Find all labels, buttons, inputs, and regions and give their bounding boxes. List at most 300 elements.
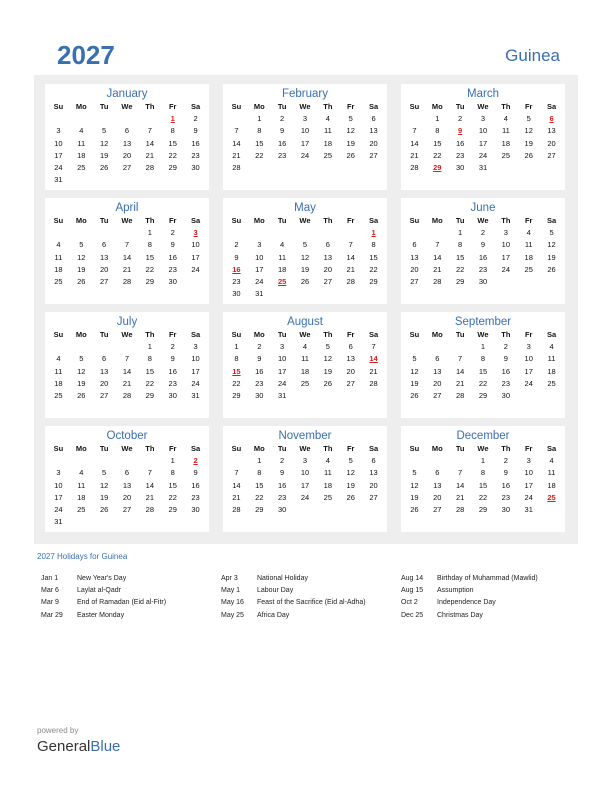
day-cell: 14 [232, 480, 241, 490]
weekday-header [225, 329, 385, 341]
day-cell: 12 [346, 468, 355, 478]
day-cell: 30 [232, 289, 241, 299]
month-grid [45, 84, 557, 540]
day-cell: 21 [232, 492, 241, 502]
day-cell: 4 [79, 468, 84, 478]
weekday-header [225, 443, 385, 455]
day-cell: 29 [145, 391, 155, 401]
day-cell: 4 [549, 342, 554, 351]
day-cell: 13 [346, 354, 355, 364]
weekday-label: We [121, 102, 133, 111]
day-cell: 25 [77, 163, 86, 173]
day-grid [403, 341, 563, 402]
day-cell: 16 [277, 138, 287, 148]
holiday-date: Dec 25 [401, 611, 424, 619]
day-cell: 21 [232, 150, 241, 160]
day-cell: 2 [170, 342, 175, 351]
day-cell: 29 [455, 277, 465, 287]
month-name: November [278, 430, 332, 442]
day-cell: 8 [234, 354, 239, 364]
day-cell: 17 [478, 138, 488, 148]
day-cell: 26 [346, 150, 355, 160]
day-cell: 22 [168, 492, 177, 502]
day-cell: 13 [122, 480, 132, 490]
holiday-day: 1 [170, 114, 175, 123]
day-cell: 29 [168, 163, 177, 173]
day-cell: 22 [145, 264, 155, 274]
day-cell: 19 [300, 264, 310, 274]
day-cell: 28 [122, 277, 132, 287]
weekday-label: Fr [524, 330, 533, 339]
weekday-label: Sa [190, 102, 201, 111]
weekday-label: Tu [455, 444, 465, 453]
day-cell: 19 [346, 138, 355, 148]
day-cell: 28 [232, 505, 241, 515]
holiday-name: End of Ramadan (Eid al-Fitr) [77, 599, 167, 607]
day-cell: 16 [501, 480, 511, 490]
weekday-header [47, 329, 207, 341]
weekday-label: Th [145, 444, 155, 453]
month-march [401, 84, 565, 190]
day-cell: 26 [524, 150, 533, 160]
day-cell: 31 [54, 517, 63, 527]
day-cell: 23 [501, 378, 511, 388]
empty-cell [225, 455, 248, 467]
holiday-date: Mar 29 [41, 611, 63, 619]
day-cell: 11 [547, 468, 556, 478]
empty-cell [426, 227, 449, 239]
day-cell: 31 [54, 175, 63, 185]
day-cell: 6 [435, 468, 440, 478]
day-cell: 17 [255, 264, 264, 274]
day-cell: 7 [147, 126, 152, 136]
holiday-name: Labour Day [257, 587, 294, 595]
weekday-label: We [477, 330, 489, 339]
day-cell: 9 [170, 354, 175, 364]
day-cell: 5 [79, 354, 84, 364]
day-cell: 13 [122, 138, 132, 148]
holiday-name: Birthday of Muhammad (Mawlid) [437, 575, 538, 582]
holiday-name: Assumption [437, 587, 474, 595]
day-cell: 27 [323, 277, 333, 287]
day-cell: 17 [277, 366, 287, 376]
holiday-name: National Holiday [257, 575, 308, 582]
day-cell: 7 [124, 354, 130, 364]
day-grid [47, 227, 207, 288]
weekday-label: We [121, 216, 133, 225]
day-cell: 23 [277, 150, 287, 160]
day-cell: 20 [410, 264, 419, 274]
day-cell: 4 [79, 126, 84, 136]
day-cell: 30 [191, 505, 200, 515]
day-cell: 8 [170, 468, 175, 478]
day-cell: 9 [193, 126, 198, 136]
day-cell: 10 [478, 126, 488, 136]
month-september [401, 312, 565, 418]
day-cell: 3 [56, 126, 61, 136]
empty-cell [316, 227, 339, 239]
holiday-day: 1 [371, 228, 376, 237]
day-cell: 12 [410, 480, 419, 490]
month-name: October [106, 430, 148, 442]
day-cell: 22 [255, 150, 264, 160]
weekday-label: We [299, 330, 311, 339]
day-cell: 2 [193, 114, 198, 123]
brand-blue: Blue [90, 738, 121, 755]
empty-cell [403, 341, 426, 353]
day-cell: 6 [124, 126, 130, 136]
day-cell: 31 [524, 505, 533, 515]
day-cell: 28 [346, 277, 355, 287]
day-cell: 28 [145, 163, 155, 173]
day-cell: 31 [277, 391, 287, 401]
day-cell: 14 [145, 138, 155, 148]
holiday-date: Jan 1 [41, 575, 59, 582]
weekday-label: Tu [277, 102, 287, 111]
day-cell: 27 [99, 391, 109, 401]
day-cell: 17 [501, 252, 511, 262]
weekday-label: Th [145, 330, 155, 339]
holiday-date: May 16 [221, 599, 244, 607]
empty-cell [449, 455, 472, 467]
day-cell: 25 [300, 378, 310, 388]
day-cell: 28 [455, 391, 465, 401]
holiday-name: Africa Day [257, 611, 290, 619]
day-cell: 18 [547, 480, 556, 490]
weekday-label: Fr [524, 102, 533, 111]
day-cell: 6 [371, 114, 376, 123]
empty-cell [47, 341, 70, 353]
day-cell: 11 [501, 126, 510, 136]
weekday-header [403, 329, 563, 341]
day-cell: 24 [501, 264, 511, 274]
day-cell: 15 [145, 252, 155, 262]
day-cell: 24 [255, 277, 264, 287]
day-cell: 29 [478, 505, 488, 515]
day-cell: 13 [410, 252, 419, 262]
day-cell: 27 [346, 378, 355, 388]
day-cell: 11 [301, 354, 309, 364]
day-cell: 3 [526, 342, 531, 351]
weekday-label: Tu [99, 102, 109, 111]
day-cell: 12 [323, 354, 333, 364]
holiday-name: Feast of the Sacrifice (Eid al-Adha) [257, 599, 366, 607]
empty-cell [47, 227, 70, 239]
day-cell: 20 [369, 138, 378, 148]
holiday-list [41, 573, 581, 622]
day-cell: 2 [257, 342, 262, 351]
weekday-label: Mo [253, 216, 265, 225]
empty-cell [403, 455, 426, 467]
day-cell: 10 [501, 240, 511, 250]
day-cell: 11 [278, 252, 287, 262]
holiday-day: 16 [232, 264, 241, 274]
holiday-item [41, 610, 221, 622]
weekday-label: Fr [346, 216, 355, 225]
weekday-label: We [477, 444, 489, 453]
month-december [401, 426, 565, 532]
day-cell: 19 [524, 138, 533, 148]
month-october [45, 426, 209, 532]
weekday-label: Th [501, 102, 511, 111]
holiday-item [221, 585, 401, 597]
day-cell: 18 [323, 480, 333, 490]
weekday-label: Th [145, 102, 155, 111]
day-cell: 24 [300, 492, 310, 502]
month-name: January [106, 88, 148, 100]
day-cell: 1 [170, 456, 175, 465]
empty-cell [116, 113, 139, 125]
day-cell: 10 [524, 468, 533, 478]
holiday-day: 9 [458, 126, 463, 136]
day-cell: 25 [524, 264, 533, 274]
weekday-header [403, 443, 563, 455]
day-cell: 11 [323, 468, 332, 478]
day-cell: 2 [280, 114, 285, 123]
month-july [45, 312, 209, 418]
weekday-label: Su [53, 102, 64, 111]
holiday-column [401, 573, 581, 622]
day-cell: 2 [458, 114, 463, 123]
day-cell: 9 [280, 126, 285, 136]
weekday-label: Fr [168, 444, 177, 453]
day-cell: 20 [122, 492, 132, 502]
empty-cell [47, 113, 70, 125]
day-cell: 1 [435, 114, 440, 123]
weekday-label: Tu [455, 102, 465, 111]
generalblue-logo[interactable] [37, 738, 120, 755]
day-cell: 8 [480, 354, 486, 364]
weekday-label: Sa [368, 216, 379, 225]
month-april [45, 198, 209, 304]
day-cell: 10 [191, 354, 200, 364]
day-cell: 12 [300, 252, 310, 262]
weekday-label: We [121, 330, 133, 339]
day-cell: 19 [99, 492, 109, 502]
day-cell: 25 [54, 391, 63, 401]
day-cell: 25 [547, 378, 556, 388]
day-cell: 10 [277, 354, 287, 364]
day-cell: 5 [102, 468, 107, 478]
empty-cell [426, 455, 449, 467]
day-cell: 23 [255, 378, 264, 388]
holiday-item [221, 610, 401, 622]
day-cell: 23 [478, 264, 488, 274]
day-cell: 19 [99, 150, 109, 160]
day-cell: 7 [458, 354, 463, 364]
day-cell: 4 [325, 114, 330, 123]
weekday-header [47, 443, 207, 455]
day-cell: 25 [323, 492, 333, 502]
day-cell: 3 [302, 456, 308, 465]
weekday-label: Th [501, 216, 511, 225]
day-cell: 21 [145, 150, 155, 160]
day-cell: 2 [480, 228, 486, 237]
holiday-name: New Year's Day [77, 575, 127, 582]
weekday-label: Fr [524, 216, 533, 225]
day-cell: 27 [410, 277, 419, 287]
day-cell: 9 [170, 240, 175, 250]
day-cell: 21 [122, 264, 132, 274]
day-cell: 8 [170, 126, 175, 136]
day-cell: 12 [346, 126, 355, 136]
day-cell: 22 [369, 264, 378, 274]
day-cell: 2 [503, 456, 508, 465]
day-grid [225, 227, 385, 301]
empty-cell [449, 341, 472, 353]
month-name: May [294, 202, 316, 214]
holiday-item [401, 610, 581, 622]
weekday-label: Sa [368, 444, 379, 453]
day-cell: 27 [369, 492, 378, 502]
day-cell: 14 [145, 480, 155, 490]
day-cell: 27 [369, 150, 378, 160]
holiday-date: Aug 15 [401, 587, 424, 595]
empty-cell [138, 113, 161, 125]
day-cell: 11 [54, 252, 63, 262]
day-cell: 22 [478, 492, 488, 502]
day-cell: 17 [191, 252, 200, 262]
empty-cell [294, 227, 317, 239]
day-cell: 8 [371, 240, 376, 250]
day-cell: 26 [323, 378, 333, 388]
day-cell: 5 [549, 228, 554, 237]
day-cell: 21 [455, 378, 465, 388]
day-cell: 24 [277, 378, 287, 388]
day-cell: 15 [478, 480, 488, 490]
day-cell: 5 [79, 240, 84, 250]
day-cell: 29 [232, 391, 241, 401]
day-cell: 8 [147, 354, 152, 364]
day-cell: 23 [455, 150, 465, 160]
day-cell: 30 [168, 391, 177, 401]
day-cell: 7 [124, 240, 130, 250]
day-cell: 16 [191, 138, 200, 148]
empty-cell [93, 113, 116, 125]
day-cell: 14 [455, 480, 465, 490]
holiday-day: 3 [193, 228, 198, 237]
day-cell: 27 [99, 277, 109, 287]
day-cell: 17 [300, 480, 310, 490]
day-cell: 29 [369, 277, 378, 287]
day-cell: 26 [77, 277, 86, 287]
day-cell: 11 [77, 138, 86, 148]
day-cell: 7 [371, 342, 376, 351]
day-cell: 4 [280, 240, 285, 250]
day-cell: 8 [458, 240, 463, 250]
day-cell: 4 [302, 342, 308, 351]
empty-cell [70, 227, 93, 239]
empty-cell [116, 227, 139, 239]
day-cell: 6 [325, 240, 330, 250]
holiday-day: 2 [193, 456, 198, 465]
day-cell: 14 [122, 366, 132, 376]
empty-cell [138, 455, 161, 467]
day-cell: 9 [280, 468, 285, 478]
empty-cell [47, 455, 70, 467]
day-cell: 18 [501, 138, 511, 148]
day-cell: 13 [369, 126, 378, 136]
day-cell: 18 [277, 264, 287, 274]
day-cell: 12 [99, 138, 109, 148]
weekday-label: Sa [190, 444, 201, 453]
month-name: September [454, 316, 512, 328]
day-cell: 29 [255, 505, 264, 515]
weekday-header [47, 215, 207, 227]
day-cell: 21 [410, 150, 419, 160]
day-cell: 21 [433, 264, 442, 274]
day-cell: 22 [255, 492, 264, 502]
day-cell: 24 [54, 505, 63, 515]
day-cell: 19 [410, 378, 419, 388]
day-cell: 10 [191, 240, 200, 250]
weekday-label: Mo [431, 444, 443, 453]
day-cell: 12 [99, 480, 109, 490]
day-cell: 30 [168, 277, 177, 287]
empty-cell [426, 341, 449, 353]
day-grid [403, 455, 563, 516]
day-cell: 17 [524, 480, 533, 490]
day-cell: 26 [346, 492, 355, 502]
weekday-label: Su [409, 444, 420, 453]
day-cell: 5 [102, 126, 107, 136]
day-cell: 1 [147, 342, 152, 351]
month-name: June [470, 202, 496, 214]
month-name: July [116, 316, 138, 328]
holiday-item [41, 573, 221, 585]
day-cell: 30 [501, 505, 511, 515]
day-grid [47, 113, 207, 187]
day-cell: 23 [168, 378, 177, 388]
day-cell: 23 [232, 277, 241, 287]
day-grid [225, 341, 385, 402]
day-cell: 1 [480, 342, 486, 351]
day-cell: 15 [145, 366, 155, 376]
day-cell: 28 [232, 163, 241, 173]
day-cell: 31 [255, 289, 264, 299]
day-cell: 5 [325, 342, 330, 351]
day-cell: 27 [433, 391, 442, 401]
day-cell: 3 [280, 342, 285, 351]
empty-cell [93, 227, 116, 239]
day-cell: 4 [56, 240, 61, 250]
weekday-label: Su [409, 216, 420, 225]
holiday-date: Mar 9 [41, 599, 59, 607]
day-cell: 2 [503, 342, 508, 351]
day-cell: 24 [524, 378, 533, 388]
holiday-date: Oct 2 [401, 599, 418, 607]
day-cell: 28 [433, 277, 442, 287]
weekday-label: We [477, 102, 489, 111]
day-cell: 24 [191, 378, 200, 388]
month-august [223, 312, 387, 418]
holiday-day: 14 [369, 354, 378, 364]
weekday-label: Tu [455, 216, 465, 225]
day-cell: 21 [122, 378, 132, 388]
day-cell: 20 [369, 480, 378, 490]
day-cell: 1 [234, 342, 239, 351]
month-february [223, 84, 387, 190]
day-cell: 24 [54, 163, 63, 173]
weekday-label: Su [53, 216, 64, 225]
weekday-label: Mo [75, 216, 87, 225]
day-cell: 8 [257, 468, 262, 478]
day-cell: 18 [524, 252, 533, 262]
weekday-label: Mo [75, 102, 87, 111]
weekday-header [225, 215, 385, 227]
empty-cell [403, 113, 426, 125]
weekday-label: Sa [546, 216, 557, 225]
